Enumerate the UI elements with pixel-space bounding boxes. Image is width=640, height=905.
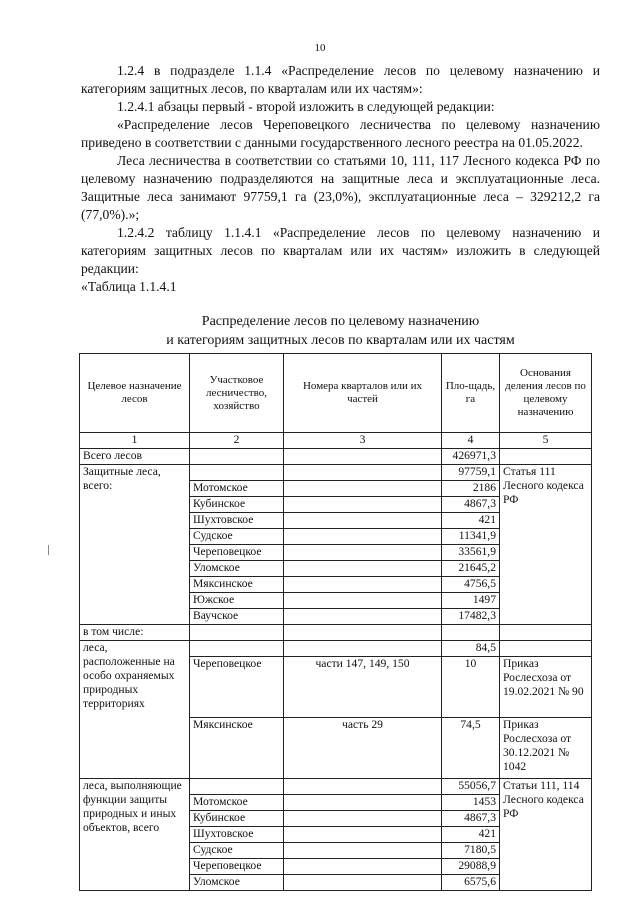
district-name: Судское xyxy=(190,529,284,545)
district-name: Шухтовское xyxy=(190,513,284,529)
district-area: 33561,9 xyxy=(442,545,500,561)
paragraph-2: 1.2.4.1 абзацы первый - второй изложить в следующей редакции: xyxy=(117,99,495,114)
district-name: Ваучское xyxy=(190,609,284,625)
district-name: Кубинское xyxy=(190,811,284,827)
func-basis: Статьи 111, 114 Лесного кодекса РФ xyxy=(500,779,592,891)
district-name: Кубинское xyxy=(190,497,284,513)
header-quarters: Номера кварталов или их частей xyxy=(284,354,442,433)
total-row xyxy=(80,449,592,465)
district-area: 10 xyxy=(442,657,500,718)
func-total-row xyxy=(80,779,592,795)
district-area: 4867,3 xyxy=(442,811,500,827)
quarters: части 147, 149, 150 xyxy=(284,657,442,718)
district-area: 1497 xyxy=(442,593,500,609)
district-area: 21645,2 xyxy=(442,561,500,577)
district-area: 6575,6 xyxy=(442,875,500,891)
col-number: 2 xyxy=(190,433,284,449)
col-number: 4 xyxy=(442,433,500,449)
table-label: «Таблица 1.1.4.1 xyxy=(81,279,177,294)
paragraph-1: 1.2.4 в подразделе 1.1.4 «Распределение лесов по целевому назначению и категориям защитных лесов, по кварталам или их частям»: xyxy=(81,63,600,96)
header-area: Пло-щадь, га xyxy=(442,354,500,433)
district-area: 4756,5 xyxy=(442,577,500,593)
protective-total-row xyxy=(80,465,592,481)
district-area: 29088,9 xyxy=(442,859,500,875)
district-name: Мяксинское xyxy=(190,718,284,779)
basis: Приказ Рослесхоза от 19.02.2021 № 90 xyxy=(500,657,592,718)
district-name: Череповецкое xyxy=(190,657,284,718)
district-area: 17482,3 xyxy=(442,609,500,625)
forest-distribution-table xyxy=(79,353,592,891)
page-number: 10 xyxy=(314,42,326,54)
district-name: Череповецкое xyxy=(190,859,284,875)
column-numbers-row xyxy=(80,433,592,449)
header-row xyxy=(80,354,592,433)
district-name: Судское xyxy=(190,843,284,859)
paragraph-4: Леса лесничества в соответствии со статьями 10, 111, 117 Лесного кодекса РФ по целевому назначению подразделяются на защитные леса и эксплуатационные леса. Защитные леса занимают 97759,1 га (23,0%), эксплуатационные леса – 329212,2 га (77,0%).»; xyxy=(81,153,600,222)
district-area: 2186 xyxy=(442,481,500,497)
table-title-line-2: и категориям защитных лесов по кварталам или их частям xyxy=(166,333,515,348)
district-name: Южское xyxy=(190,593,284,609)
including-row xyxy=(80,625,592,641)
protective-label: Защитные леса, всего: xyxy=(80,465,190,625)
body-text xyxy=(81,62,600,296)
scan-artifact xyxy=(48,545,49,555)
basis: Приказ Рослесхоза от 30.12.2021 № 1042 xyxy=(500,718,592,779)
total-value: 426971,3 xyxy=(442,449,500,465)
district-area: 1453 xyxy=(442,795,500,811)
district-name: Череповецкое xyxy=(190,545,284,561)
table-title xyxy=(81,312,600,350)
district-name: Мотомское xyxy=(190,481,284,497)
quarters: часть 29 xyxy=(284,718,442,779)
oopt-label: леса, расположенные на особо охраняемых природных территориях xyxy=(80,641,190,779)
oopt-total-row xyxy=(80,641,592,657)
col-number: 3 xyxy=(284,433,442,449)
header-purpose: Целевое назначение лесов xyxy=(80,354,190,433)
paragraph-3: «Распределение лесов Череповецкого лесничества по целевому назначению приведено в соответствии с данными государственного лесного реестра на 01.05.2022. xyxy=(81,117,600,150)
district-area: 7180,5 xyxy=(442,843,500,859)
district-area: 421 xyxy=(442,513,500,529)
protective-total: 97759,1 xyxy=(442,465,500,481)
header-basis: Основания деления лесов по целевому назначению xyxy=(500,354,592,433)
header-district: Участковое лесничество, хозяйство xyxy=(190,354,284,433)
district-name: Уломское xyxy=(190,561,284,577)
func-label: леса, выполняющие функции защиты природных и иных объектов, всего xyxy=(80,779,190,891)
col-number: 1 xyxy=(80,433,190,449)
district-area: 74,5 xyxy=(442,718,500,779)
protective-basis: Статья 111 Лесного кодекса РФ xyxy=(500,465,592,625)
district-name: Уломское xyxy=(190,875,284,891)
district-name: Мотомское xyxy=(190,795,284,811)
district-area: 421 xyxy=(442,827,500,843)
total-label: Всего лесов xyxy=(80,449,190,465)
district-name: Мяксинское xyxy=(190,577,284,593)
paragraph-5: 1.2.4.2 таблицу 1.1.4.1 «Распределение лесов по целевому назначению и категориям защитных лесов по кварталам или их частям» изложить в следующей редакции: xyxy=(81,225,600,276)
district-area: 11341,9 xyxy=(442,529,500,545)
func-total: 55056,7 xyxy=(442,779,500,795)
oopt-total: 84,5 xyxy=(442,641,500,657)
table-title-line-1: Распределение лесов по целевому назначению xyxy=(201,314,480,329)
district-area: 4867,3 xyxy=(442,497,500,513)
district-name: Шухтовское xyxy=(190,827,284,843)
col-number: 5 xyxy=(500,433,592,449)
including-label: в том числе: xyxy=(80,625,190,641)
